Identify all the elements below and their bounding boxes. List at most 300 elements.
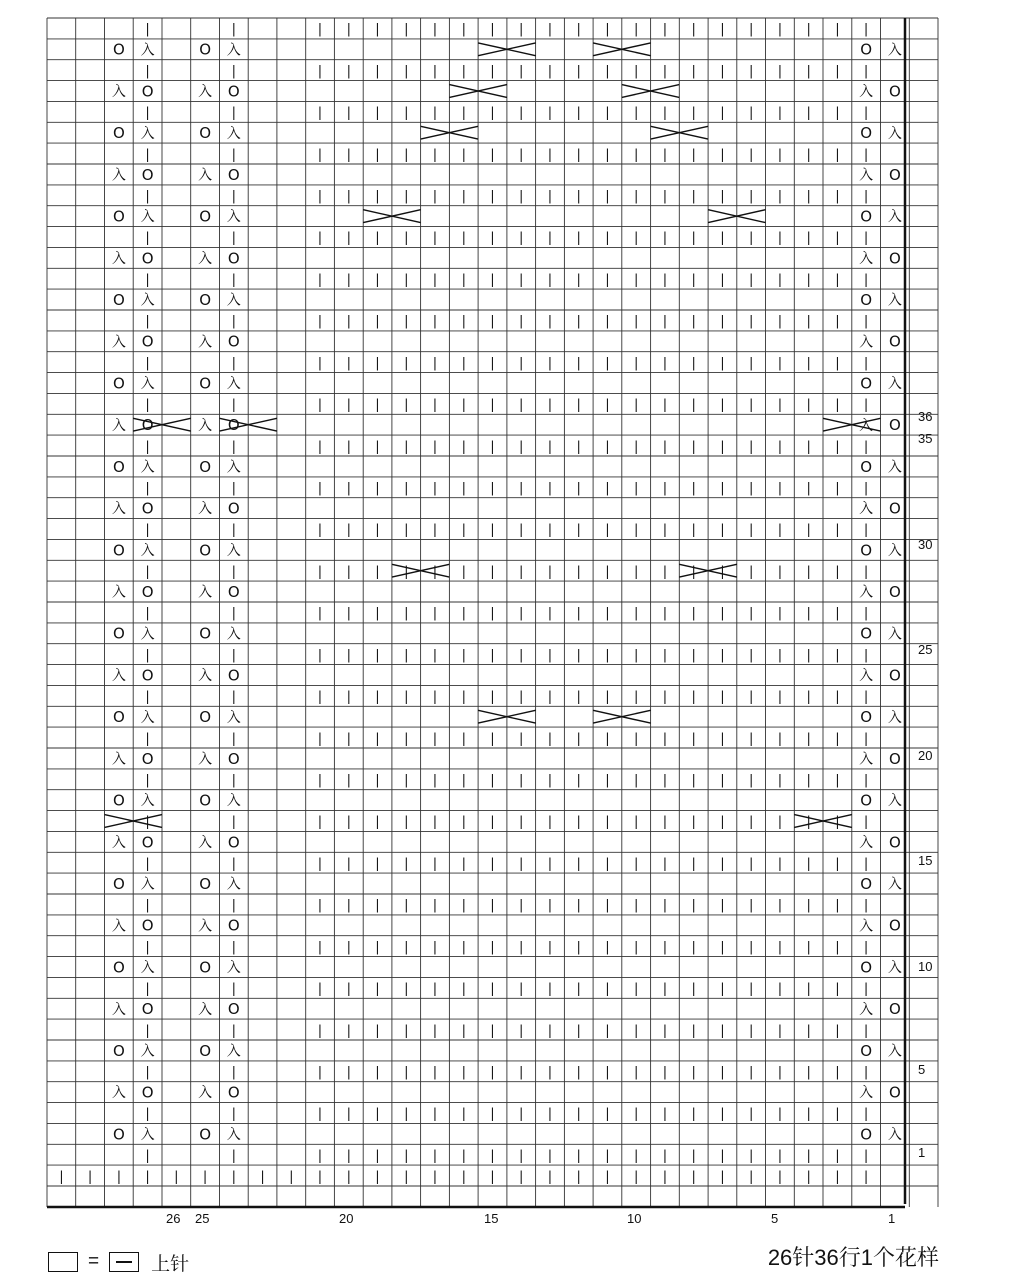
decrease-symbol: 入	[859, 751, 874, 768]
yarn-over-symbol: O	[141, 82, 154, 101]
knit-stitch: |	[547, 22, 553, 38]
knit-stitch: |	[231, 856, 236, 872]
knit-stitch: |	[749, 1106, 754, 1122]
knit-stitch: |	[835, 481, 840, 496]
knit-stitch: |	[720, 397, 725, 413]
knit-stitch: |	[145, 22, 150, 38]
knit-stitch: |	[806, 481, 811, 496]
knit-stitch: |	[691, 22, 696, 38]
knit-stitch: |	[404, 189, 409, 204]
decrease-symbol: 入	[198, 417, 213, 434]
knit-stitch: |	[835, 63, 840, 79]
knit-stitch: |	[835, 898, 840, 914]
knit-stitch: |	[519, 397, 524, 413]
yarn-over-symbol: O	[141, 416, 154, 435]
knit-stitch: |	[777, 564, 783, 580]
knit-stitch: |	[231, 1065, 236, 1080]
yarn-over-symbol: O	[112, 541, 125, 560]
knit-stitch: |	[346, 731, 351, 747]
knit-stitch: |	[547, 105, 553, 121]
knit-stitch: |	[461, 63, 466, 79]
knit-stitch: |	[145, 939, 150, 955]
yarn-over-symbol: O	[888, 499, 901, 518]
knit-stitch: |	[634, 814, 639, 830]
knit-stitch: |	[835, 856, 840, 872]
knit-stitch: |	[863, 856, 869, 872]
knit-stitch: |	[863, 981, 869, 997]
knit-stitch: |	[720, 481, 725, 496]
knit-stitch: |	[231, 689, 236, 705]
knit-stitch: |	[432, 105, 438, 121]
knit-stitch: |	[404, 1169, 409, 1185]
knit-stitch: |	[231, 314, 236, 330]
knit-stitch: |	[404, 814, 409, 830]
knit-stitch: |	[231, 1169, 236, 1185]
knit-stitch: |	[720, 230, 725, 246]
pattern-caption: 26针36行1个花样	[767, 1245, 939, 1270]
knit-stitch: |	[835, 606, 840, 622]
knit-stitch: |	[720, 1169, 725, 1185]
knit-stitch: |	[145, 856, 150, 872]
yarn-over-symbol: O	[860, 291, 873, 309]
knit-stitch: |	[662, 606, 668, 622]
decrease-symbol: 入	[111, 250, 126, 267]
knit-stitch: |	[346, 1148, 351, 1164]
knit-stitch: |	[777, 1065, 783, 1080]
knit-stitch: |	[404, 355, 409, 371]
knit-stitch: |	[461, 1169, 466, 1185]
knit-stitch: |	[835, 814, 840, 830]
knit-stitch: |	[404, 22, 409, 38]
knit-stitch: |	[863, 814, 869, 830]
yarn-over-symbol: O	[888, 916, 901, 935]
knit-stitch: |	[806, 147, 811, 163]
knit-stitch: |	[835, 272, 840, 288]
decrease-symbol: 入	[140, 459, 155, 476]
knit-stitch: |	[432, 1065, 438, 1080]
yarn-over-symbol: O	[860, 791, 873, 810]
yarn-over-symbol: O	[888, 1083, 901, 1102]
knit-stitch: |	[835, 22, 840, 38]
decrease-symbol: 入	[198, 84, 213, 100]
knit-stitch: |	[145, 773, 150, 788]
knit-stitch: |	[691, 355, 696, 371]
decrease-symbol: 入	[111, 167, 126, 184]
knit-stitch: |	[404, 481, 409, 496]
yarn-over-symbol: O	[141, 749, 154, 768]
knit-stitch: |	[605, 1148, 610, 1164]
knit-stitch: |	[806, 397, 811, 413]
knit-stitch: |	[231, 147, 236, 163]
yarn-over-symbol: O	[141, 833, 154, 852]
knit-stitch: |	[432, 22, 438, 38]
knit-stitch: |	[317, 105, 323, 121]
knit-stitch: |	[662, 814, 668, 830]
knit-stitch: |	[519, 1106, 524, 1122]
decrease-symbol: 入	[887, 626, 902, 643]
col-label-25: 25	[195, 1211, 210, 1226]
decrease-symbol: 入	[226, 626, 241, 643]
knit-stitch: |	[806, 981, 811, 997]
knit-stitch: |	[346, 647, 351, 663]
knit-stitch: |	[605, 397, 610, 413]
knit-stitch: |	[404, 939, 409, 955]
decrease-symbol: 入	[859, 167, 874, 184]
decrease-symbol: 入	[111, 751, 126, 768]
knit-stitch: |	[404, 63, 409, 79]
knit-stitch: |	[490, 1106, 495, 1122]
knit-stitch: |	[835, 564, 840, 580]
knit-stitch: |	[317, 564, 323, 580]
decrease-symbol: 入	[859, 1001, 874, 1018]
knit-stitch: |	[749, 481, 754, 496]
knit-stitch: |	[634, 272, 639, 288]
knit-stitch: |	[346, 522, 351, 538]
knit-stitch: |	[490, 1065, 495, 1080]
col-label-5: 5	[771, 1211, 779, 1226]
knit-stitch: |	[317, 1065, 323, 1080]
knit-stitch: |	[691, 105, 696, 121]
knit-stitch: |	[749, 63, 754, 79]
knit-stitch: |	[634, 647, 639, 663]
knit-stitch: |	[863, 1169, 869, 1185]
knit-stitch: |	[806, 314, 811, 330]
knit-stitch: |	[317, 773, 323, 788]
yarn-over-symbol: O	[888, 1000, 901, 1019]
knit-stitch: |	[605, 481, 610, 496]
knit-stitch: |	[576, 731, 581, 747]
knit-stitch: |	[605, 1169, 610, 1185]
knit-stitch: |	[519, 230, 524, 246]
yarn-over-symbol: O	[199, 958, 212, 977]
decrease-symbol: 入	[111, 334, 126, 351]
knit-stitch: |	[662, 522, 668, 538]
knit-stitch: |	[634, 773, 639, 788]
knit-stitch: |	[576, 689, 581, 705]
decrease-symbol: 入	[140, 960, 155, 976]
knit-stitch: |	[662, 1065, 668, 1080]
knit-stitch: |	[145, 522, 150, 538]
knit-stitch: |	[777, 773, 783, 788]
knit-stitch: |	[691, 1106, 696, 1122]
knit-stitch: |	[662, 564, 668, 580]
knit-stitch: |	[145, 1148, 150, 1164]
knit-stitch: |	[691, 981, 696, 997]
knit-stitch: |	[547, 731, 553, 747]
knit-stitch: |	[317, 1169, 323, 1185]
decrease-symbol: 入	[111, 668, 126, 684]
knit-stitch: |	[59, 1169, 64, 1185]
knit-stitch: |	[317, 814, 323, 830]
knit-stitch: |	[432, 481, 438, 496]
knit-stitch: |	[749, 731, 754, 747]
knit-stitch: |	[375, 731, 380, 747]
knit-stitch: |	[519, 564, 524, 580]
knit-stitch: |	[662, 230, 668, 246]
decrease-symbol: 入	[887, 709, 902, 726]
knit-stitch: |	[777, 481, 783, 496]
knit-stitch: |	[375, 314, 380, 330]
purl-symbol-icon	[109, 1252, 139, 1272]
knit-stitch: |	[490, 1148, 495, 1164]
knit-stitch: |	[576, 606, 581, 622]
yarn-over-symbol: O	[141, 916, 154, 935]
row-label-15: 15	[918, 853, 933, 868]
knit-stitch: |	[863, 63, 869, 79]
decrease-symbol: 入	[140, 626, 155, 643]
yarn-over-symbol: O	[888, 583, 901, 601]
knit-stitch: |	[375, 105, 380, 121]
knit-stitch: |	[605, 689, 610, 705]
knit-stitch: |	[691, 1065, 696, 1080]
knit-stitch: |	[749, 230, 754, 246]
knit-stitch: |	[461, 981, 466, 997]
decrease-symbol: 入	[859, 501, 874, 518]
knit-stitch: |	[720, 439, 725, 455]
knit-stitch: |	[547, 647, 553, 663]
knit-stitch: |	[806, 939, 811, 955]
knit-stitch: |	[749, 1023, 754, 1039]
knit-stitch: |	[375, 814, 380, 830]
knit-stitch: |	[777, 1169, 783, 1185]
knit-stitch: |	[835, 773, 840, 788]
knit-stitch: |	[806, 606, 811, 622]
knit-stitch: |	[317, 939, 323, 955]
knit-stitch: |	[863, 1106, 869, 1122]
knit-stitch: |	[547, 230, 553, 246]
knit-stitch: |	[346, 939, 351, 955]
knit-stitch: |	[231, 522, 236, 538]
knit-stitch: |	[432, 522, 438, 538]
knit-stitch: |	[634, 63, 639, 79]
col-label-10: 10	[627, 1211, 642, 1226]
knit-stitch: |	[547, 314, 553, 330]
yarn-over-symbol: O	[112, 624, 125, 643]
knit-stitch: |	[461, 1065, 466, 1080]
knit-stitch: |	[777, 1148, 783, 1164]
knit-stitch: |	[576, 1065, 581, 1080]
knit-stitch: |	[634, 481, 639, 496]
decrease-symbol: 入	[226, 542, 241, 559]
knit-stitch: |	[806, 1023, 811, 1039]
knit-stitch: |	[346, 606, 351, 622]
knit-stitch: |	[777, 856, 783, 872]
knit-stitch: |	[346, 355, 351, 371]
knit-stitch: |	[346, 439, 351, 455]
knit-stitch: |	[720, 814, 725, 830]
knit-stitch: |	[145, 314, 150, 330]
decrease-symbol: 入	[859, 84, 874, 100]
knit-stitch: |	[634, 439, 639, 455]
knit-stitch: |	[691, 647, 696, 663]
knit-stitch: |	[547, 397, 553, 413]
knit-stitch: |	[461, 147, 466, 163]
knit-stitch: |	[490, 606, 495, 622]
knit-stitch: |	[547, 355, 553, 371]
knit-stitch: |	[231, 355, 236, 371]
knit-stitch: |	[691, 773, 696, 788]
knit-stitch: |	[490, 189, 495, 204]
knit-stitch: |	[605, 898, 610, 914]
knit-stitch: |	[375, 856, 380, 872]
knit-stitch: |	[547, 898, 553, 914]
knit-stitch: |	[519, 606, 524, 622]
knit-stitch: |	[547, 1148, 553, 1164]
knit-stitch: |	[231, 63, 236, 79]
knit-stitch: |	[404, 981, 409, 997]
knit-stitch: |	[691, 689, 696, 705]
knit-stitch: |	[346, 898, 351, 914]
knit-stitch: |	[461, 397, 466, 413]
knit-stitch: |	[576, 63, 581, 79]
knit-stitch: |	[720, 147, 725, 163]
knit-stitch: |	[662, 1148, 668, 1164]
knit-stitch: |	[346, 981, 351, 997]
yarn-over-symbol: O	[227, 833, 240, 852]
knit-stitch: |	[777, 814, 783, 830]
knit-stitch: |	[777, 230, 783, 246]
knit-stitch: |	[777, 272, 783, 288]
knit-stitch: |	[87, 1169, 93, 1185]
knit-stitch: |	[404, 522, 409, 538]
knit-stitch: |	[490, 355, 495, 371]
decrease-symbol: 入	[887, 376, 902, 392]
knit-stitch: |	[806, 439, 811, 455]
knit-stitch: |	[547, 814, 553, 830]
knit-stitch: |	[634, 230, 639, 246]
knit-stitch: |	[662, 397, 668, 413]
yarn-over-symbol: O	[888, 833, 901, 852]
knit-stitch: |	[749, 355, 754, 371]
yarn-over-symbol: O	[112, 1125, 125, 1144]
knit-stitch: |	[519, 1065, 524, 1080]
knit-stitch: |	[576, 397, 581, 413]
knit-stitch: |	[461, 647, 466, 663]
knit-stitch: |	[116, 1169, 122, 1185]
knit-stitch: |	[317, 1106, 323, 1122]
knit-stitch: |	[231, 1106, 236, 1122]
knit-stitch: |	[605, 22, 610, 38]
yarn-over-symbol: O	[141, 666, 154, 685]
knit-stitch: |	[691, 606, 696, 622]
knit-stitch: |	[519, 147, 524, 163]
knit-stitch: |	[806, 522, 811, 538]
knit-stitch: |	[547, 606, 553, 622]
knit-stitch: |	[576, 522, 581, 538]
knit-stitch: |	[691, 731, 696, 747]
yarn-over-symbol: O	[141, 165, 154, 184]
knit-stitch: |	[231, 814, 236, 830]
knit-stitch: |	[777, 522, 783, 538]
knit-stitch: |	[605, 647, 610, 663]
yarn-over-symbol: O	[860, 124, 873, 143]
knit-stitch: |	[461, 773, 466, 788]
knit-stitch: |	[404, 606, 409, 622]
knit-stitch: |	[662, 189, 668, 204]
yarn-over-symbol: O	[141, 499, 154, 518]
knit-stitch: |	[461, 939, 466, 955]
knit-stitch: |	[605, 773, 610, 788]
knit-stitch: |	[231, 105, 236, 121]
decrease-symbol: 入	[859, 417, 874, 434]
knit-stitch: |	[145, 105, 150, 121]
knit-stitch: |	[375, 898, 380, 914]
knit-stitch: |	[547, 272, 553, 288]
knit-stitch: |	[806, 1065, 811, 1080]
knit-stitch: |	[317, 1148, 323, 1164]
knit-stitch: |	[835, 314, 840, 330]
knit-stitch: |	[547, 189, 553, 204]
knit-stitch: |	[691, 814, 696, 830]
knit-stitch: |	[749, 22, 754, 38]
knit-stitch: |	[375, 22, 380, 38]
knit-stitch: |	[749, 647, 754, 663]
decrease-symbol: 入	[140, 376, 155, 392]
row-label-36: 36	[918, 409, 933, 424]
decrease-symbol: 入	[111, 834, 126, 851]
yarn-over-symbol: O	[860, 958, 873, 977]
knit-stitch: |	[720, 981, 725, 997]
yarn-over-symbol: O	[112, 457, 125, 476]
knit-stitch: |	[346, 272, 351, 288]
knit-stitch: |	[231, 22, 236, 38]
knit-stitch: |	[490, 564, 495, 580]
knit-stitch: |	[490, 22, 495, 38]
knit-stitch: |	[806, 814, 811, 830]
decrease-symbol: 入	[111, 1085, 126, 1102]
knit-stitch: |	[835, 355, 840, 371]
knit-stitch: |	[375, 689, 380, 705]
knit-stitch: |	[777, 1023, 783, 1039]
knit-stitch: |	[777, 689, 783, 705]
knit-stitch: |	[691, 439, 696, 455]
knit-stitch: |	[576, 856, 581, 872]
knit-stitch: |	[519, 272, 524, 288]
knit-stitch: |	[806, 355, 811, 371]
knit-stitch: |	[404, 898, 409, 914]
knit-stitch: |	[317, 147, 323, 163]
knit-stitch: |	[777, 647, 783, 663]
legend-equals: =	[88, 1251, 100, 1272]
knit-stitch: |	[547, 1065, 553, 1080]
knit-stitch: |	[777, 22, 783, 38]
knit-stitch: |	[691, 230, 696, 246]
knit-stitch: |	[576, 1169, 581, 1185]
knit-stitch: |	[317, 856, 323, 872]
knit-stitch: |	[662, 147, 668, 163]
knit-stitch: |	[490, 230, 495, 246]
knit-stitch: |	[461, 1148, 466, 1164]
knit-stitch: |	[720, 898, 725, 914]
knit-stitch: |	[145, 355, 150, 371]
knit-stitch: |	[806, 647, 811, 663]
knit-stitch: |	[317, 63, 323, 79]
knit-stitch: |	[519, 355, 524, 371]
knit-stitch: |	[576, 1106, 581, 1122]
knit-stitch: |	[863, 731, 869, 747]
yarn-over-symbol: O	[227, 1000, 240, 1019]
yarn-over-symbol: O	[199, 207, 212, 226]
knit-stitch: |	[346, 1065, 351, 1080]
knit-stitch: |	[863, 189, 869, 204]
knit-stitch: |	[145, 647, 150, 663]
yarn-over-symbol: O	[199, 457, 212, 476]
knit-stitch: |	[720, 647, 725, 663]
knit-stitch: |	[662, 355, 668, 371]
knit-stitch: |	[749, 564, 754, 580]
knit-stitch: |	[404, 272, 409, 288]
decrease-symbol: 入	[226, 960, 241, 976]
